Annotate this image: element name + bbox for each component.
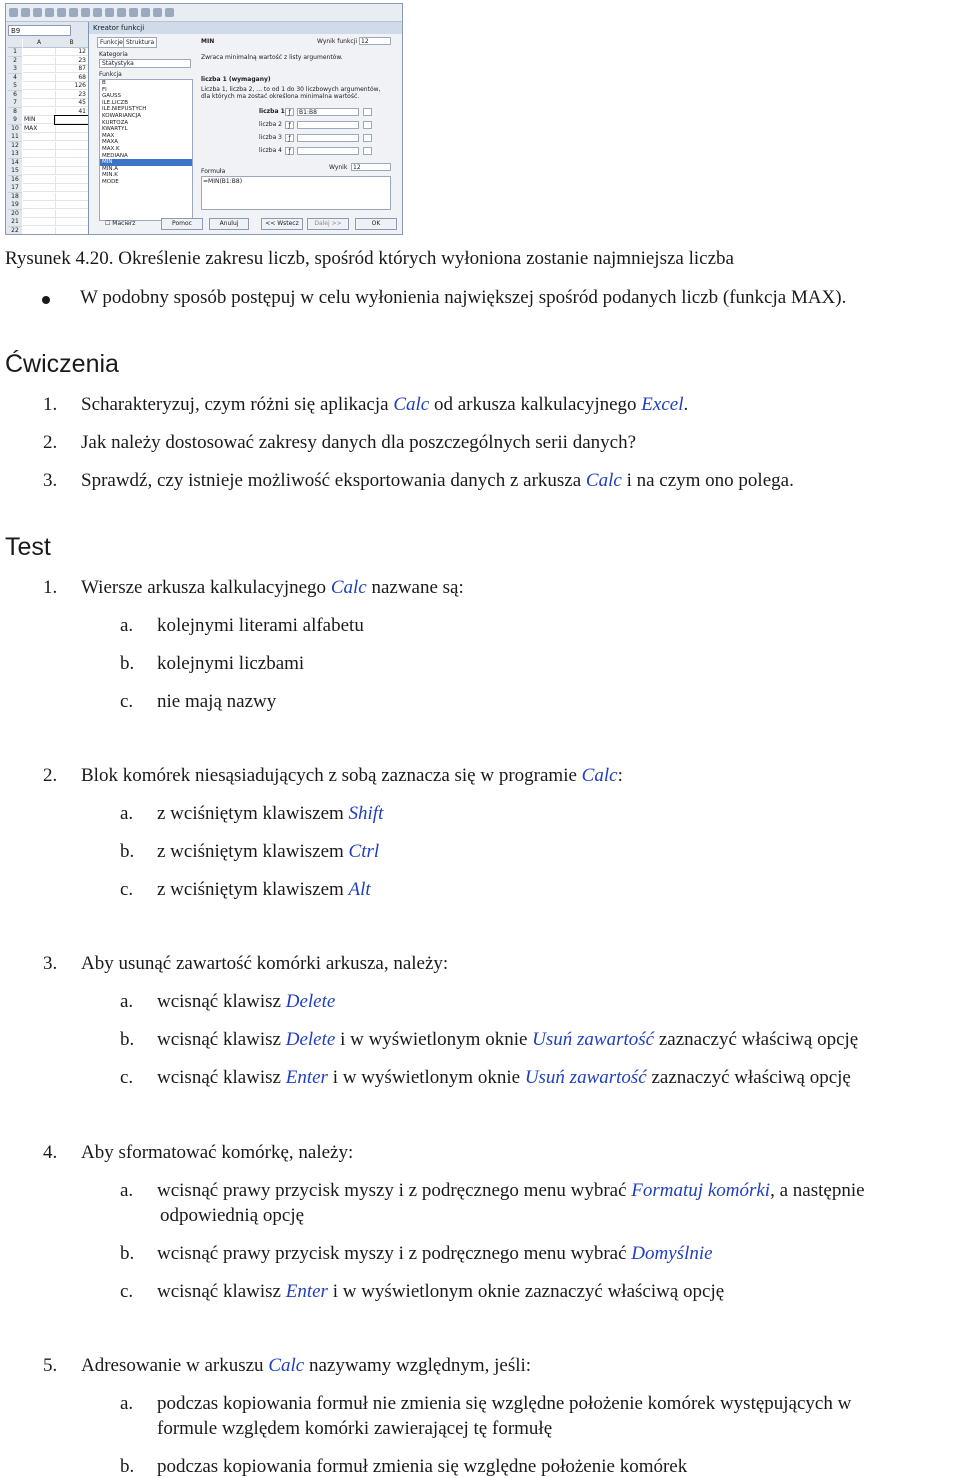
question-1-num: 1. (43, 577, 58, 598)
row-header[interactable]: 4 (8, 74, 22, 83)
matrix-checkbox[interactable]: ☐ Macierz (105, 220, 136, 227)
cell-b[interactable] (55, 125, 88, 133)
q2-a-text: z wciśniętym klawiszem (157, 803, 349, 824)
question-2-num: 2. (43, 765, 58, 786)
argument-input[interactable]: B1:B8 (297, 108, 359, 116)
function-list-item[interactable]: ILE.LICZB (102, 99, 128, 106)
cell-b[interactable] (55, 210, 88, 218)
dialog-title: Kreator funkcji (89, 22, 403, 34)
undo-icon (93, 8, 102, 17)
q4-c-text: wcisnąć klawisz (157, 1281, 286, 1302)
question-2 (43, 765, 623, 787)
figure-caption: Rysunek 4.20. Określenie zakresu liczb, spośród których wyłoniona zostanie najmniejsza liczba (5, 248, 734, 269)
bullet-dot-icon (42, 296, 50, 304)
cell-a[interactable] (23, 193, 55, 201)
q2-a-term: Shift (348, 803, 384, 824)
formula-label: Formuła (201, 168, 226, 175)
function-list-item[interactable]: GAUSS (102, 93, 122, 100)
q1-answer-b[interactable] (120, 653, 305, 675)
function-list-item[interactable]: KOWARIANCJA (102, 112, 141, 119)
cell-a[interactable] (23, 108, 55, 116)
exercise-1-term-2: Excel (641, 394, 684, 415)
question-1 (43, 577, 464, 599)
function-list-item[interactable]: MIN.A (102, 165, 118, 172)
calc-screenshot (5, 3, 403, 235)
q3-c-letter: c. (120, 1067, 134, 1088)
q3-b-term: Delete (285, 1029, 336, 1050)
exercise-3 (43, 470, 794, 492)
cell-b[interactable] (55, 227, 88, 235)
corner-cell (8, 39, 22, 48)
argument-input[interactable] (297, 121, 359, 129)
shrink-icon[interactable] (363, 121, 372, 129)
argument-label: liczba 1 (259, 108, 285, 115)
function-list-item[interactable]: MAX (102, 132, 115, 139)
row-header[interactable]: 20 (8, 210, 22, 219)
cut-icon (57, 8, 66, 17)
exercise-2-text: Jak należy dostosować zakresy danych dla poszczególnych serii danych? (81, 432, 637, 453)
shrink-icon[interactable] (363, 147, 372, 155)
question-1-text-end: nazwane są: (366, 577, 464, 598)
q4-answer-c[interactable] (120, 1281, 725, 1303)
q1-c-text: nie mają nazwy (157, 691, 277, 712)
q4-a-letter: a. (120, 1180, 134, 1201)
question-4-text: Aby sformatować komórkę, należy: (81, 1142, 354, 1163)
q1-a-text: kolejnymi literami alfabetu (157, 615, 364, 636)
function-list[interactable] (99, 79, 193, 221)
function-description: Zwraca minimalną wartość z listy argumentów. (201, 54, 343, 61)
cell-b[interactable]: 68 (55, 74, 88, 82)
row-header[interactable]: 7 (8, 99, 22, 108)
q3-c-term: Enter (285, 1067, 328, 1088)
cell-b[interactable]: 87 (55, 65, 88, 73)
save-icon (33, 8, 42, 17)
function-icon[interactable]: ƒ (285, 108, 294, 116)
q4-a-text-end: , a następnie (770, 1180, 865, 1201)
open-icon (21, 8, 30, 17)
exercise-2 (43, 432, 637, 454)
argument-input[interactable] (297, 147, 359, 155)
row-header[interactable]: 16 (8, 176, 22, 185)
question-4 (43, 1142, 354, 1164)
function-wizard-dialog (88, 22, 403, 234)
toolbar (6, 4, 402, 22)
q1-b-letter: b. (120, 653, 135, 674)
q5-b-letter: b. (120, 1456, 135, 1477)
q3-b-text-end: zaznaczyć właściwą opcję (654, 1029, 859, 1050)
wynik-label: Wynik (329, 164, 348, 171)
argument-input[interactable] (297, 134, 359, 142)
q3-a-term: Delete (285, 991, 336, 1012)
next-button[interactable]: Dalej >> (307, 218, 349, 230)
cell-b[interactable]: 23 (55, 57, 88, 65)
cell-a[interactable] (23, 133, 55, 141)
q3-c-text-end: zaznaczyć właściwą opcję (646, 1067, 851, 1088)
function-list-item[interactable]: KWARTYL (102, 126, 128, 133)
cell-a[interactable]: MAX (23, 125, 55, 133)
spreadsheet-grid (8, 39, 89, 234)
row-header[interactable]: 1 (8, 48, 22, 57)
cell-a[interactable] (23, 99, 55, 107)
q3-a-text: wcisnąć klawisz (157, 991, 286, 1012)
question-3-num: 3. (43, 953, 58, 974)
shrink-icon[interactable] (363, 108, 372, 116)
cell-a[interactable] (23, 176, 55, 184)
cell-a[interactable] (23, 57, 55, 65)
q4-b-text: wcisnąć prawy przycisk myszy i z podręcznego menu wybrać (157, 1243, 632, 1264)
cell-a[interactable] (23, 184, 55, 192)
q3-b-text: wcisnąć klawisz (157, 1029, 286, 1050)
question-5-term: Calc (268, 1355, 305, 1376)
q3-answer-a[interactable] (120, 991, 336, 1013)
q4-c-text-end: i w wyświetlonym oknie zaznaczyć właściwą opcję (327, 1281, 725, 1302)
cell-b[interactable] (55, 159, 88, 167)
cancel-button[interactable]: Anuluj (209, 218, 249, 230)
function-list-item[interactable]: MAXA (102, 139, 119, 146)
q3-a-letter: a. (120, 991, 134, 1012)
exercise-1-num: 1. (43, 394, 58, 415)
function-name: MIN (201, 38, 215, 45)
row-header[interactable]: 12 (8, 142, 22, 151)
column-header-b: B (55, 39, 88, 48)
q5-a-letter: a. (120, 1393, 134, 1414)
zoom-icon (153, 8, 162, 17)
cell-a[interactable] (23, 167, 55, 175)
row-header[interactable]: 2 (8, 57, 22, 66)
exercise-3-term: Calc (585, 470, 622, 491)
q3-answer-b[interactable] (120, 1029, 859, 1051)
question-1-term: Calc (330, 577, 367, 598)
namebox[interactable]: B9 (8, 25, 71, 36)
cell-a[interactable] (23, 218, 55, 226)
q5-a-line2: formule względem komórki zawierającej tę formułę (157, 1418, 553, 1439)
q2-b-letter: b. (120, 841, 135, 862)
q5-answer-a[interactable] (120, 1393, 852, 1415)
help-button[interactable]: Pomoc (161, 218, 203, 230)
q5-a-text: podczas kopiowania formuł nie zmienia się względne położenie komórek występujących w (157, 1393, 852, 1414)
q1-a-letter: a. (120, 615, 134, 636)
tab-functions[interactable]: Funkcje (97, 37, 126, 48)
cell-b[interactable] (55, 167, 88, 175)
row-header[interactable]: 19 (8, 201, 22, 210)
question-5-text: Adresowanie w arkuszu (81, 1355, 269, 1376)
cell-a[interactable] (23, 74, 55, 82)
chart-icon (129, 8, 138, 17)
function-list-item[interactable]: MAX.K (102, 145, 120, 152)
function-list-item[interactable]: KURTOZA (102, 119, 129, 126)
q3-b-term-2: Usuń zawartość (532, 1029, 655, 1050)
q3-c-text: wcisnąć klawisz (157, 1067, 286, 1088)
exercise-3-text-end: i na czym ono polega. (621, 470, 794, 491)
paste-icon (81, 8, 90, 17)
q3-c-text-mid: i w wyświetlonym oknie (327, 1067, 525, 1088)
cell-a[interactable] (23, 91, 55, 99)
question-5-num: 5. (43, 1355, 58, 1376)
question-1-text: Wiersze arkusza kalkulacyjnego (81, 577, 331, 598)
row-header[interactable]: 6 (8, 91, 22, 100)
q4-answer-a[interactable] (120, 1180, 865, 1202)
cell-b[interactable]: 41 (55, 108, 88, 116)
exercises-heading: Ćwiczenia (5, 350, 119, 378)
cell-a[interactable] (23, 142, 55, 150)
cell-b[interactable] (55, 150, 88, 158)
copy-icon (69, 8, 78, 17)
function-list-item[interactable]: MIN (100, 159, 192, 166)
cell-b[interactable]: 45 (55, 99, 88, 107)
function-label: Funkcja (99, 71, 122, 78)
category-label: Kategoria (99, 51, 128, 58)
row-header[interactable]: 22 (8, 227, 22, 236)
q4-c-letter: c. (120, 1281, 134, 1302)
cell-b[interactable]: 12 (55, 48, 88, 56)
category-select[interactable]: Statystyka (99, 59, 191, 68)
row-header[interactable]: 13 (8, 150, 22, 159)
q5-answer-b[interactable] (120, 1456, 688, 1478)
q4-b-term: Domyślnie (631, 1243, 713, 1264)
row-header[interactable]: 18 (8, 193, 22, 202)
redo-icon (105, 8, 114, 17)
wynik-value: 12 (351, 163, 391, 171)
row-header[interactable]: 11 (8, 133, 22, 142)
q2-b-term: Ctrl (348, 841, 380, 862)
q2-b-text: z wciśniętym klawiszem (157, 841, 349, 862)
q2-c-letter: c. (120, 879, 134, 900)
cell-b[interactable] (55, 184, 88, 192)
q5-b-text: podczas kopiowania formuł zmienia się względne położenie komórek (157, 1456, 688, 1477)
question-3-text: Aby usunąć zawartość komórki arkusza, należy: (81, 953, 449, 974)
function-icon[interactable]: ƒ (285, 121, 294, 129)
argument-label: liczba 2 (259, 121, 282, 128)
argument-title: liczba 1 (wymagany) (201, 76, 271, 83)
function-list-item[interactable]: MODE (102, 178, 119, 185)
cell-b[interactable]: 126 (55, 82, 88, 90)
question-4-num: 4. (43, 1142, 58, 1163)
exercise-2-num: 2. (43, 432, 58, 453)
column-header-a: A (23, 39, 55, 48)
row-header[interactable]: 15 (8, 167, 22, 176)
cell-a[interactable] (23, 48, 55, 56)
q3-b-letter: b. (120, 1029, 135, 1050)
question-3 (43, 953, 449, 975)
cell-a[interactable] (23, 82, 55, 90)
q2-c-term: Alt (348, 879, 371, 900)
function-list-item[interactable]: MEDIANA (102, 152, 128, 159)
exercise-1-term-1: Calc (393, 394, 430, 415)
bullet-text: W podobny sposób postępuj w celu wyłonienia największej spośród podanych liczb (funkcja MAX). (80, 287, 847, 308)
cell-b[interactable] (55, 176, 88, 184)
print-icon (45, 8, 54, 17)
row-header[interactable]: 14 (8, 159, 22, 168)
exercise-1 (43, 394, 689, 416)
cell-a[interactable] (23, 201, 55, 209)
q1-answer-c[interactable] (120, 691, 277, 713)
formula-field[interactable]: =MIN(B1:B8) (201, 176, 391, 210)
ok-button[interactable]: OK (355, 218, 397, 230)
q1-b-text: kolejnymi liczbami (157, 653, 305, 674)
q2-c-text: z wciśniętym klawiszem (157, 879, 349, 900)
question-2-text-end: : (617, 765, 623, 786)
cell-b[interactable] (55, 201, 88, 209)
cell-a[interactable] (23, 227, 55, 235)
function-list-item[interactable]: B (102, 80, 106, 86)
q4-a-text: wcisnąć prawy przycisk myszy i z podręcznego menu wybrać (157, 1180, 632, 1201)
matrix-label: Macierz (112, 220, 136, 227)
result-value: 12 (359, 37, 391, 45)
row-header[interactable]: 21 (8, 218, 22, 227)
argument-description: Liczba 1, liczba 2, ... to od 1 do 30 liczbowych argumentów, dla których ma zostać określona minimalna wartość. (201, 86, 381, 100)
q1-c-letter: c. (120, 691, 134, 712)
cell-a[interactable] (23, 150, 55, 158)
help-icon (165, 8, 174, 17)
cell-b[interactable] (55, 218, 88, 226)
row-header[interactable]: 17 (8, 184, 22, 193)
function-list-item[interactable]: ILE.NIEPUSTYCH (102, 106, 147, 113)
function-icon[interactable]: ƒ (285, 134, 294, 142)
cell-b[interactable]: 23 (55, 91, 88, 99)
argument-label: liczba 3 (259, 134, 282, 141)
row-header[interactable]: 9 (8, 116, 22, 125)
row-header[interactable]: 10 (8, 125, 22, 134)
exercise-1-text: Scharakteryzuj, czym różni się aplikacja (81, 394, 394, 415)
cell-a[interactable] (23, 65, 55, 73)
cell-a[interactable] (23, 159, 55, 167)
function-icon[interactable]: ƒ (285, 147, 294, 155)
function-list-item[interactable]: MIN.K (102, 172, 118, 179)
q2-answer-c[interactable] (120, 879, 371, 901)
argument-label: liczba 4 (259, 147, 282, 154)
cell-a[interactable] (23, 210, 55, 218)
back-button[interactable]: << Wstecz (261, 218, 303, 230)
cell-b[interactable] (55, 133, 88, 141)
new-icon (9, 8, 18, 17)
cell-a[interactable]: MIN (23, 116, 55, 124)
q4-a-term: Formatuj komórki (631, 1180, 771, 1201)
cell-b[interactable] (55, 142, 88, 150)
q2-answer-b[interactable] (120, 841, 380, 863)
find-icon (141, 8, 150, 17)
q2-a-letter: a. (120, 803, 134, 824)
test-heading: Test (5, 533, 51, 561)
q4-b-letter: b. (120, 1243, 135, 1264)
question-5 (43, 1355, 532, 1377)
tab-structure[interactable]: Struktura (123, 37, 157, 48)
question-2-term: Calc (581, 765, 618, 786)
cell-b[interactable] (55, 116, 88, 124)
question-2-text: Blok komórek niesąsiadujących z sobą zaznacza się w programie (81, 765, 582, 786)
exercise-1-text-mid: od arkusza kalkulacyjnego (429, 394, 642, 415)
function-list-item[interactable]: FI (102, 86, 107, 93)
cell-b[interactable] (55, 193, 88, 201)
q4-a-line2: odpowiednią opcję (160, 1205, 305, 1226)
q3-c-term-2: Usuń zawartość (524, 1067, 647, 1088)
question-5-text-end: nazywamy względnym, jeśli: (304, 1355, 532, 1376)
row-header[interactable]: 8 (8, 108, 22, 117)
row-header[interactable]: 3 (8, 65, 22, 74)
exercise-3-num: 3. (43, 470, 58, 491)
q4-c-term: Enter (285, 1281, 328, 1302)
q3-answer-c[interactable] (120, 1067, 851, 1089)
q4-answer-b[interactable] (120, 1243, 713, 1265)
result-label: Wynik funkcji (317, 38, 358, 45)
row-header[interactable]: 5 (8, 82, 22, 91)
exercise-3-text: Sprawdź, czy istnieje możliwość eksportowania danych z arkusza (81, 470, 586, 491)
sort-icon (117, 8, 126, 17)
shrink-icon[interactable] (363, 134, 372, 142)
q2-answer-a[interactable] (120, 803, 384, 825)
q1-answer-a[interactable] (120, 615, 364, 637)
q3-b-text-mid: i w wyświetlonym oknie (335, 1029, 533, 1050)
exercise-1-text-end: . (683, 394, 689, 415)
